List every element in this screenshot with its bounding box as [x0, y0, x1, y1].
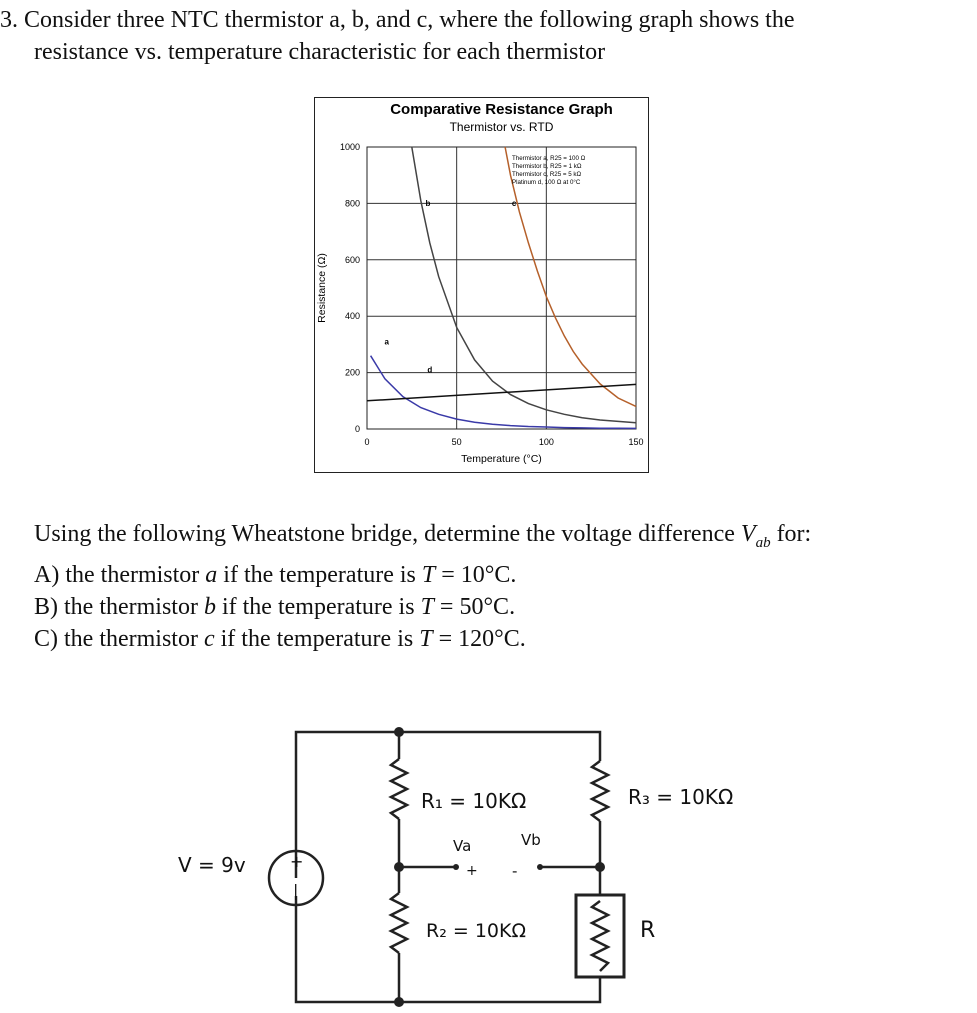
legend-entry: Thermistor b, R25 = 1 kΩ: [512, 163, 582, 170]
vb-minus-sign: -: [512, 862, 518, 880]
r2-resistor: [391, 893, 407, 953]
x-tick-label: 50: [451, 437, 462, 447]
resistance-chart: [314, 97, 649, 473]
part-a-mid: if the temperature is: [217, 561, 422, 588]
source-plus-sign: +: [290, 852, 304, 871]
part-c: [34, 623, 811, 655]
y-tick-label: 1000: [339, 142, 360, 152]
bottom-wire: [296, 896, 600, 1002]
r3-resistor: [592, 761, 608, 821]
va-label: Va: [453, 837, 472, 855]
part-b-thermistor: b: [203, 593, 216, 620]
source-minus-sign: |: [293, 881, 299, 900]
source-label: V = 9v: [178, 853, 246, 877]
questions: [34, 518, 811, 655]
bridge-prompt: [34, 518, 811, 559]
legend-entry: Platinum d, 100 Ω at 0°C: [512, 179, 581, 186]
part-b: [34, 591, 811, 623]
part-c-label: C) the thermistor: [34, 625, 204, 652]
y-tick-label: 200: [344, 367, 360, 378]
part-c-mid: if the temperature is: [214, 625, 420, 652]
x-axis-label: Temperature (°C): [461, 453, 542, 465]
curve-label-b: b: [425, 199, 431, 209]
part-c-value: = 120°C.: [432, 625, 526, 652]
x-tick-label: 100: [538, 437, 554, 447]
part-a-var: T: [421, 561, 436, 588]
y-axis-label: Resistance (Ω): [316, 253, 328, 323]
y-tick-label: 400: [344, 311, 360, 322]
y-tick-label: 600: [344, 254, 360, 265]
legend-entry: Thermistor c, R25 = 5 kΩ: [512, 171, 582, 178]
part-b-mid: if the temperature is: [215, 593, 421, 620]
part-a-value: = 10°C.: [435, 561, 517, 588]
curve-label-c: c: [511, 199, 517, 209]
chart-title: Comparative Resistance Graph: [390, 101, 613, 118]
part-a-thermistor: a: [205, 561, 218, 588]
problem-intro: [0, 4, 977, 68]
part-c-var: T: [419, 625, 433, 652]
intro-line-2: resistance vs. temperature characteristic for each thermistor: [34, 39, 606, 65]
va-plus-sign: +: [466, 863, 478, 879]
bridge-prompt-post: for:: [770, 521, 812, 547]
chart-subtitle: Thermistor vs. RTD: [449, 120, 554, 134]
y-tick-label: 0: [354, 424, 360, 434]
series-line-b: [412, 147, 636, 423]
legend-entry: Thermistor a, R25 = 100 Ω: [512, 155, 586, 162]
chart-svg: [315, 98, 648, 472]
series-line-d: [367, 384, 636, 400]
wheatstone-bridge-circuit: [170, 715, 810, 1013]
bridge-prompt-pre: Using the following Wheatstone bridge, determine the voltage difference: [34, 521, 741, 547]
thermistor-label: R: [640, 918, 656, 943]
part-b-label: B) the thermistor: [34, 593, 204, 620]
curve-label-a: a: [384, 337, 389, 347]
part-c-thermistor: c: [203, 625, 215, 652]
part-b-var: T: [420, 593, 434, 620]
r1-resistor: [391, 759, 407, 819]
vb-label: Vb: [521, 831, 541, 849]
part-a-label: A) the thermistor: [34, 561, 206, 588]
curve-label-d: d: [427, 365, 433, 375]
y-tick-label: 800: [344, 198, 360, 209]
vab-variable: V: [740, 521, 756, 547]
x-tick-label: 0: [364, 437, 370, 447]
part-b-value: = 50°C.: [433, 593, 516, 620]
part-a: [34, 559, 811, 591]
vab-subscript: ab: [755, 534, 771, 551]
r1-label: R₁ = 10KΩ: [421, 789, 527, 813]
intro-line-1: 3. Consider three NTC thermistor a, b, and c, where the following graph shows the: [0, 7, 795, 33]
r2-label: R₂ = 10KΩ: [426, 920, 526, 942]
x-tick-label: 150: [628, 437, 644, 447]
thermistor-zigzag: [592, 901, 608, 971]
r3-label: R₃ = 10KΩ: [628, 785, 734, 809]
